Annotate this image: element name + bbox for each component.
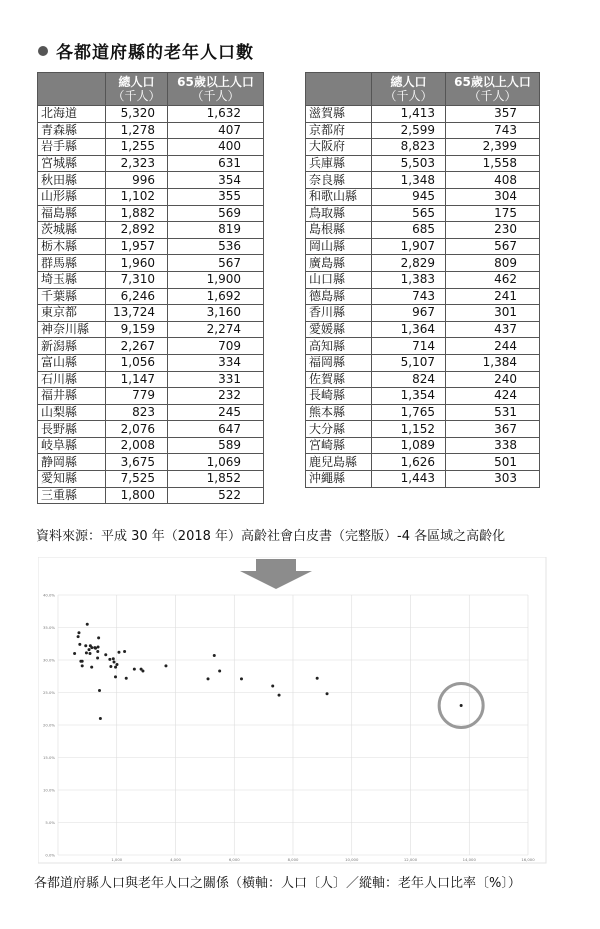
elderly-population-cell: 304 [446,188,540,205]
total-population-cell: 1,278 [106,122,168,139]
prefecture-name-cell: 青森縣 [38,122,106,139]
table-row [306,338,540,355]
data-point [113,660,116,663]
data-point [90,666,93,669]
total-population-cell: 1,960 [106,255,168,272]
table-row [38,321,264,338]
elderly-population-cell: 809 [446,255,540,272]
prefecture-name-cell: 長野縣 [38,421,106,438]
total-population-cell: 1,957 [106,238,168,255]
elderly-population-cell: 303 [446,471,540,488]
elderly-population-cell: 536 [168,238,264,255]
prefecture-name-cell: 岩手縣 [38,139,106,156]
data-point [99,717,102,720]
total-population-cell: 2,323 [106,155,168,172]
table-row [306,437,540,454]
header-total: 總人口 （千人） [106,73,168,106]
table-row [306,222,540,239]
prefecture-table-right [305,72,540,488]
total-population-cell: 1,152 [372,421,446,438]
total-population-cell: 714 [372,338,446,355]
x-tick-label: 1,000 [111,857,123,862]
elderly-population-cell: 357 [446,106,540,123]
elderly-population-cell: 230 [446,222,540,239]
data-point [278,694,281,697]
prefecture-name-cell: 京都府 [306,122,372,139]
total-population-cell: 2,267 [106,338,168,355]
total-population-cell: 967 [372,305,446,322]
data-point [97,636,100,639]
data-point [81,664,84,667]
data-point [77,631,80,634]
table-row [38,139,264,156]
table-row [38,205,264,222]
prefecture-name-cell: 群馬縣 [38,255,106,272]
header-total: 總人口 （千人） [372,73,446,106]
y-tick-label: 15.0% [42,755,55,760]
prefecture-table-left [37,72,264,504]
total-population-cell: 2,008 [106,437,168,454]
table-row [38,454,264,471]
elderly-population-cell: 1,558 [446,155,540,172]
total-population-cell: 1,255 [106,139,168,156]
data-point [81,660,84,663]
table-row [38,305,264,322]
table-row [38,288,264,305]
chart-grid [38,557,546,863]
elderly-population-cell: 1,069 [168,454,264,471]
title-row [38,38,254,63]
source-note: 資料來源：平成 30 年（2018 年）高齡社會白皮書（完整版）-4 各區域之高齡化 [36,529,506,544]
table-row [306,106,540,123]
prefecture-name-cell: 廣島縣 [306,255,372,272]
total-population-cell: 1,443 [372,471,446,488]
total-population-cell: 1,626 [372,454,446,471]
data-point [104,653,107,656]
elderly-population-cell: 354 [168,172,264,189]
elderly-population-cell: 400 [168,139,264,156]
data-point [125,677,128,680]
data-point [460,704,463,707]
table-row [38,487,264,504]
scatter-chart [38,557,548,865]
prefecture-name-cell: 三重縣 [38,487,106,504]
elderly-population-cell: 567 [446,238,540,255]
data-point [108,658,111,661]
prefecture-name-cell: 熊本縣 [306,404,372,421]
table-row [306,205,540,222]
total-population-cell: 1,354 [372,388,446,405]
chart-frame [38,557,546,863]
bullet-icon [38,46,48,56]
prefecture-name-cell: 大分縣 [306,421,372,438]
total-population-cell: 945 [372,188,446,205]
prefecture-name-cell: 鹿兒島縣 [306,454,372,471]
elderly-population-cell: 331 [168,371,264,388]
table-row [38,155,264,172]
total-population-cell: 1,364 [372,321,446,338]
x-tick-label: 16,000 [521,857,535,862]
table-row [38,421,264,438]
total-population-cell: 565 [372,205,446,222]
prefecture-name-cell: 秋田縣 [38,172,106,189]
table-row [38,471,264,488]
data-point [77,635,80,638]
header-blank [306,73,372,106]
data-point [96,657,99,660]
data-point [90,646,93,649]
elderly-population-cell: 424 [446,388,540,405]
data-point [207,677,210,680]
data-point [114,666,117,669]
data-point [98,689,101,692]
elderly-population-cell: 334 [168,354,264,371]
total-population-cell: 996 [106,172,168,189]
prefecture-name-cell: 福岡縣 [306,354,372,371]
table-row [38,172,264,189]
elderly-population-cell: 1,692 [168,288,264,305]
total-population-cell: 5,503 [372,155,446,172]
table-row [306,288,540,305]
elderly-population-cell: 631 [168,155,264,172]
total-population-cell: 779 [106,388,168,405]
total-population-cell: 5,320 [106,106,168,123]
table-row [306,271,540,288]
elderly-population-cell: 245 [168,404,264,421]
total-population-cell: 6,246 [106,288,168,305]
table-row [306,354,540,371]
elderly-population-cell: 569 [168,205,264,222]
total-population-cell: 13,724 [106,305,168,322]
total-population-cell: 1,348 [372,172,446,189]
data-point [140,668,143,671]
data-point [218,670,221,673]
prefecture-name-cell: 德島縣 [306,288,372,305]
table-row [38,354,264,371]
header-blank [38,73,106,106]
prefecture-name-cell: 福井縣 [38,388,106,405]
elderly-population-cell: 367 [446,421,540,438]
prefecture-name-cell: 東京都 [38,305,106,322]
prefecture-name-cell: 千葉縣 [38,288,106,305]
data-point [85,651,88,654]
prefecture-name-cell: 栃木縣 [38,238,106,255]
total-population-cell: 1,102 [106,188,168,205]
prefecture-name-cell: 大阪府 [306,139,372,156]
total-population-cell: 1,907 [372,238,446,255]
total-population-cell: 2,076 [106,421,168,438]
data-point [164,664,167,667]
elderly-population-cell: 743 [446,122,540,139]
prefecture-name-cell: 福島縣 [38,205,106,222]
data-point [213,654,216,657]
data-point [123,650,126,653]
y-tick-label: 35.0% [42,625,55,630]
total-population-cell: 743 [372,288,446,305]
elderly-population-cell: 408 [446,172,540,189]
x-tick-label: 8,000 [287,857,299,862]
total-population-cell: 1,147 [106,371,168,388]
elderly-population-cell: 522 [168,487,264,504]
elderly-population-cell: 1,900 [168,271,264,288]
prefecture-name-cell: 富山縣 [38,354,106,371]
data-point [115,663,118,666]
data-point [240,677,243,680]
chart-caption: 各都道府縣人口與老年人口之關係（橫軸：人口〔人〕／縱軸：老年人口比率〔%〕） [34,876,521,891]
table-row [306,454,540,471]
elderly-population-cell: 232 [168,388,264,405]
total-population-cell: 2,599 [372,122,446,139]
prefecture-name-cell: 山口縣 [306,271,372,288]
prefecture-name-cell: 高知縣 [306,338,372,355]
y-tick-label: 10.0% [42,787,55,793]
table-row [38,106,264,123]
prefecture-name-cell: 岡山縣 [306,238,372,255]
table-row [306,305,540,322]
data-point [84,644,87,647]
table-row [306,321,540,338]
prefecture-name-cell: 北海道 [38,106,106,123]
total-population-cell: 9,159 [106,321,168,338]
elderly-population-cell: 407 [168,122,264,139]
table-row [306,471,540,488]
prefecture-name-cell: 茨城縣 [38,222,106,239]
total-population-cell: 1,056 [106,354,168,371]
elderly-population-cell: 647 [168,421,264,438]
elderly-population-cell: 244 [446,338,540,355]
prefecture-name-cell: 宮崎縣 [306,437,372,454]
table-row [38,122,264,139]
prefecture-name-cell: 山梨縣 [38,404,106,421]
prefecture-name-cell: 山形縣 [38,188,106,205]
elderly-population-cell: 2,274 [168,321,264,338]
table-row [38,338,264,355]
prefecture-name-cell: 神奈川縣 [38,321,106,338]
data-point [326,692,329,695]
elderly-population-cell: 1,384 [446,354,540,371]
elderly-population-cell: 338 [446,437,540,454]
data-point [73,652,76,655]
elderly-population-cell: 589 [168,437,264,454]
table-row [306,388,540,405]
total-population-cell: 2,829 [372,255,446,272]
total-population-cell: 823 [106,404,168,421]
total-population-cell: 1,383 [372,271,446,288]
x-tick-label: 10,000 [345,857,359,862]
table-row [306,421,540,438]
table-row [38,238,264,255]
total-population-cell: 3,675 [106,454,168,471]
y-tick-label: 30.0% [42,657,55,663]
elderly-population-cell: 240 [446,371,540,388]
table-row [306,371,540,388]
data-point [112,657,115,660]
table-row [306,155,540,172]
total-population-cell: 824 [372,371,446,388]
table-row [306,238,540,255]
total-population-cell: 5,107 [372,354,446,371]
data-point [97,646,100,649]
x-tick-label: 12,000 [403,857,418,862]
prefecture-name-cell: 島根縣 [306,222,372,239]
y-tick-label: 5.0% [45,820,55,825]
prefecture-name-cell: 愛知縣 [38,471,106,488]
prefecture-name-cell: 鳥取縣 [306,205,372,222]
total-population-cell: 7,310 [106,271,168,288]
elderly-population-cell: 709 [168,338,264,355]
elderly-population-cell: 175 [446,205,540,222]
table-row [306,404,540,421]
total-population-cell: 1,800 [106,487,168,504]
elderly-population-cell: 819 [168,222,264,239]
header-elderly: 65歲以上人口 （千人） [168,73,264,106]
data-point [133,668,136,671]
page-title: 各都道府縣的老年人口數 [56,43,254,63]
prefecture-name-cell: 和歌山縣 [306,188,372,205]
data-point [271,685,274,688]
table-row [38,222,264,239]
elderly-population-cell: 3,160 [168,305,264,322]
table-row [38,404,264,421]
total-population-cell: 1,765 [372,404,446,421]
table-row [38,437,264,454]
total-population-cell: 1,413 [372,106,446,123]
elderly-population-cell: 241 [446,288,540,305]
data-point [96,650,99,653]
elderly-population-cell: 301 [446,305,540,322]
prefecture-name-cell: 滋賀縣 [306,106,372,123]
prefecture-name-cell: 香川縣 [306,305,372,322]
elderly-population-cell: 567 [168,255,264,272]
table-row [38,255,264,272]
prefecture-name-cell: 岐阜縣 [38,437,106,454]
data-point [86,623,89,626]
total-population-cell: 1,089 [372,437,446,454]
elderly-population-cell: 531 [446,404,540,421]
prefecture-name-cell: 沖繩縣 [306,471,372,488]
table-row [306,255,540,272]
prefecture-name-cell: 新潟縣 [38,338,106,355]
prefecture-name-cell: 石川縣 [38,371,106,388]
prefecture-name-cell: 宮城縣 [38,155,106,172]
elderly-population-cell: 355 [168,188,264,205]
data-point [88,648,91,651]
elderly-population-cell: 1,852 [168,471,264,488]
x-tick-label: 14,000 [462,857,476,862]
table-row [38,271,264,288]
data-point [109,665,112,668]
prefecture-name-cell: 兵庫縣 [306,155,372,172]
prefecture-name-cell: 静岡縣 [38,454,106,471]
y-tick-label: 20.0% [42,722,55,728]
total-population-cell: 1,882 [106,205,168,222]
elderly-population-cell: 1,632 [168,106,264,123]
prefecture-name-cell: 埼玉縣 [38,271,106,288]
table-row [306,122,540,139]
elderly-population-cell: 2,399 [446,139,540,156]
total-population-cell: 7,525 [106,471,168,488]
data-point [88,652,91,655]
header-elderly: 65歲以上人口 （千人） [446,73,540,106]
x-tick-label: 4,000 [170,857,181,862]
table-row [38,371,264,388]
prefecture-name-cell: 奈良縣 [306,172,372,189]
table-row [38,388,264,405]
prefecture-name-cell: 愛媛縣 [306,321,372,338]
data-point [117,651,120,654]
table-row [306,188,540,205]
total-population-cell: 685 [372,222,446,239]
total-population-cell: 2,892 [106,222,168,239]
data-point [93,646,96,649]
data-point [316,677,319,680]
y-tick-label: 25.0% [42,690,55,695]
data-point [78,643,81,646]
x-tick-label: 6,000 [228,857,240,862]
table-row [306,139,540,156]
data-point [114,675,117,678]
total-population-cell: 8,823 [372,139,446,156]
prefecture-name-cell: 長崎縣 [306,388,372,405]
table-row [306,172,540,189]
elderly-population-cell: 501 [446,454,540,471]
elderly-population-cell: 437 [446,321,540,338]
prefecture-name-cell: 佐賀縣 [306,371,372,388]
table-row [38,188,264,205]
y-tick-label: 0.0% [45,852,55,858]
elderly-population-cell: 462 [446,271,540,288]
y-tick-label: 40.0% [42,592,55,598]
